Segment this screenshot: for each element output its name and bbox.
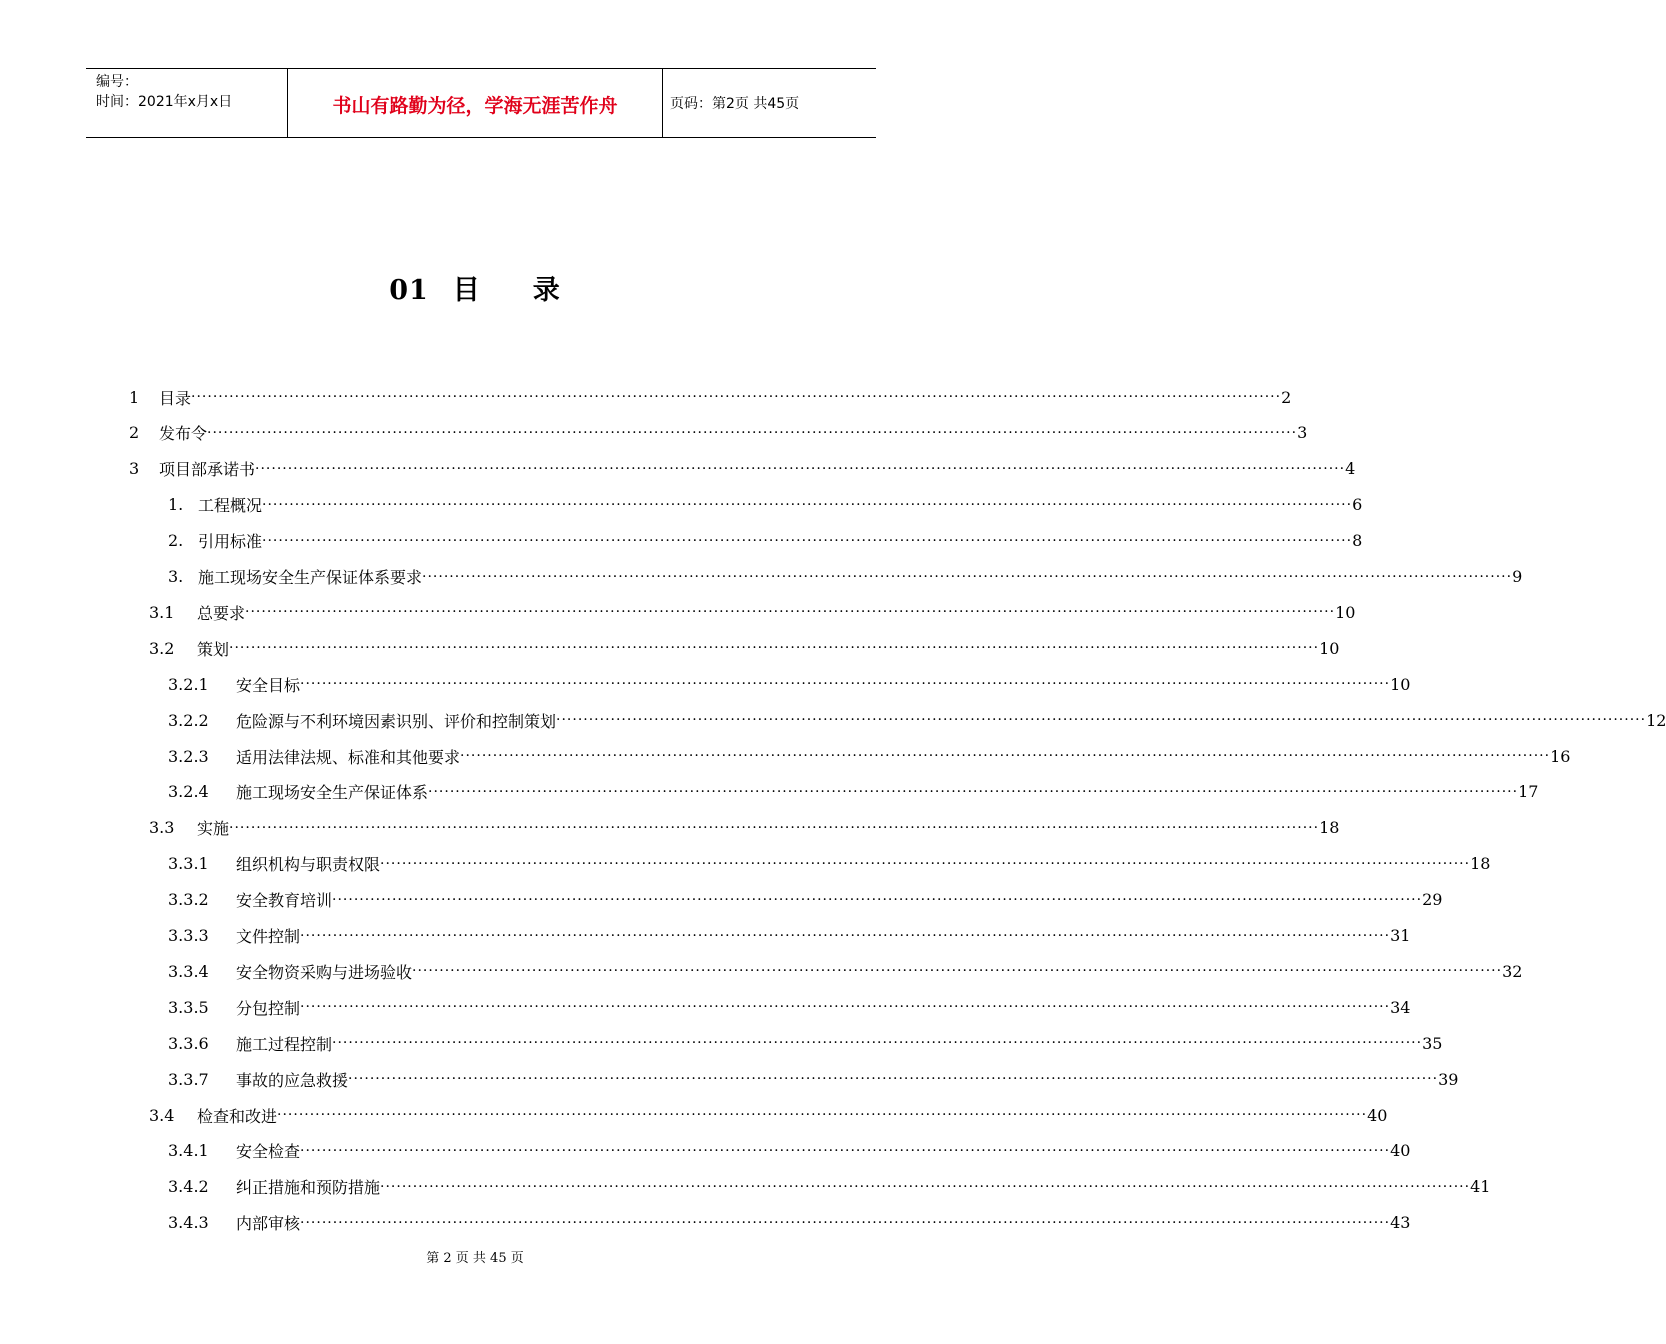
toc-entry-title: 策划 — [197, 639, 230, 659]
toc-entry-number: 3.4.1 — [168, 1141, 209, 1161]
toc-dot-leader: ········································································································································································································ — [460, 748, 1551, 764]
toc-entry-number: 3.4 — [149, 1105, 175, 1125]
toc-entry-page: 41 — [1470, 1177, 1491, 1197]
toc-entry-title: 文件控制 — [236, 927, 301, 946]
toc-entry-number: 3.3.1 — [168, 854, 209, 874]
toc-entry-page: 9 — [1512, 567, 1523, 586]
toc-dot-leader: ········································································································································································································ — [245, 604, 1336, 621]
toc-entry[interactable] — [149, 636, 1340, 660]
toc-dot-leader: ········································································································································································································ — [348, 1071, 1439, 1088]
toc-entry-page: 17 — [1518, 782, 1539, 802]
toc-entry[interactable] — [168, 672, 1411, 696]
toc-entry-title: 组织机构与职责权限 — [236, 855, 381, 875]
toc-entry-number: 3.2.4 — [168, 782, 209, 802]
toc-entry[interactable] — [168, 852, 1491, 876]
toc-entry-title: 检查和改进 — [197, 1106, 278, 1126]
toc-entry-page: 40 — [1390, 1141, 1411, 1161]
toc-entry-page: 4 — [1345, 459, 1356, 479]
toc-dot-leader: ········································································································································································································ — [380, 1178, 1471, 1195]
toc-dot-leader: ········································································································································································································ — [191, 389, 1282, 405]
toc-dot-leader: ········································································································································································································ — [422, 568, 1513, 585]
toc-dot-leader: ········································································································································································································ — [262, 532, 1353, 549]
toc-entry[interactable] — [168, 959, 1523, 983]
toc-entry[interactable] — [149, 816, 1340, 840]
toc-entry-title: 危险源与不利环境因素识别、评价和控制策划 — [236, 711, 557, 731]
toc-entry[interactable] — [149, 600, 1356, 624]
toc-entry[interactable] — [129, 457, 1356, 481]
toc-dot-leader: ········································································································································································································ — [300, 927, 1391, 944]
toc-entry-title: 总要求 — [197, 603, 246, 623]
toc-entry-number: 3.3.5 — [168, 997, 209, 1017]
toc-entry[interactable] — [168, 565, 1523, 589]
header-right-cell — [662, 69, 876, 137]
toc-entry-page: 16 — [1550, 746, 1571, 766]
toc-entry-number: 1. — [168, 495, 184, 515]
toc-entry-number: 3. — [168, 567, 184, 586]
toc-entry-number: 3.3 — [149, 818, 175, 838]
toc-entry-title: 分包控制 — [236, 998, 301, 1018]
toc-entry-title: 实施 — [197, 819, 230, 839]
toc-entry-title: 发布令 — [159, 424, 208, 444]
toc-entry[interactable] — [129, 421, 1308, 445]
toc-dot-leader: ········································································································································································································ — [428, 783, 1519, 800]
toc-entry-title: 纠正措施和预防措施 — [236, 1178, 381, 1198]
toc-dot-leader: ········································································································································································································ — [277, 1107, 1368, 1123]
toc-entry-title: 适用法律法规、标准和其他要求 — [236, 747, 461, 767]
toc-dot-leader: ········································································································································································································ — [300, 1214, 1391, 1231]
toc-entry-number: 3.3.7 — [168, 1069, 209, 1089]
toc-entry-number: 2. — [168, 531, 184, 551]
toc-entry[interactable] — [168, 1211, 1411, 1235]
toc-dot-leader: ········································································································································································································ — [300, 999, 1391, 1016]
toc-entry-number: 3 — [129, 459, 140, 479]
toc-entry-number: 3.1 — [149, 602, 175, 622]
title-char-1: 目 — [452, 275, 481, 306]
toc-entry-number: 3.2.1 — [168, 674, 209, 694]
toc-entry-number: 3.4.3 — [168, 1213, 209, 1233]
toc-entry-page: 2 — [1281, 387, 1292, 407]
toc-entry[interactable] — [168, 1067, 1459, 1091]
toc-entry-page: 40 — [1367, 1105, 1388, 1125]
page-header — [86, 68, 876, 138]
toc-entry-title: 安全物资采购与进场验收 — [236, 962, 413, 982]
toc-dot-leader: ········································································································································································································ — [207, 424, 1298, 441]
toc-dot-leader: ········································································································································································································ — [300, 1142, 1391, 1159]
toc-entry-title: 安全检查 — [236, 1142, 301, 1162]
toc-entry-title: 引用标准 — [198, 532, 263, 552]
toc-entry-title: 内部审核 — [236, 1214, 301, 1234]
toc-entry-title: 施工现场安全生产保证体系 — [236, 783, 429, 803]
document-time-label: 时间：2021年x月x日 — [96, 94, 233, 110]
toc-entry-page: 12 — [1646, 710, 1666, 730]
toc-entry-page: 10 — [1319, 638, 1340, 658]
toc-entry[interactable] — [168, 1175, 1491, 1199]
header-left-cell — [86, 69, 287, 137]
toc-entry-page: 43 — [1390, 1213, 1411, 1233]
title-number: 01 — [389, 275, 429, 306]
toc-entry-number: 3.3.2 — [168, 890, 209, 910]
toc-entry-title: 项目部承诺书 — [159, 460, 256, 480]
page-footer: 第 2 页 共 45 页 — [426, 1251, 524, 1266]
toc-entry-number: 3.4.2 — [168, 1177, 209, 1197]
header-page-info: 页码：第2页 共45页 — [670, 96, 800, 112]
toc-entry-page: 18 — [1319, 818, 1340, 838]
toc-entry-page: 29 — [1422, 890, 1443, 910]
toc-entry-number: 3.3.3 — [168, 926, 209, 945]
toc-entry-page: 3 — [1297, 423, 1308, 443]
toc-entry-page: 10 — [1335, 602, 1356, 622]
toc-entry-number: 1 — [129, 387, 140, 407]
toc-entry-page: 34 — [1390, 997, 1411, 1017]
toc-dot-leader: ········································································································································································································ — [332, 1035, 1423, 1052]
toc-entry-title: 施工现场安全生产保证体系要求 — [198, 568, 423, 587]
toc-entry-number: 3.2.2 — [168, 710, 209, 730]
title-char-2: 录 — [532, 275, 561, 306]
toc-entry[interactable] — [149, 1103, 1388, 1127]
toc-entry[interactable] — [168, 924, 1411, 948]
toc-entry-number: 3.3.4 — [168, 961, 209, 981]
toc-entry-title: 目录 — [159, 388, 192, 408]
header-motto: 书山有路勤为径，学海无涯苦作舟 — [332, 95, 618, 117]
toc-entry-page: 39 — [1438, 1069, 1459, 1089]
header-middle-cell — [287, 69, 663, 137]
toc-entry-title: 工程概况 — [198, 496, 263, 516]
toc-dot-leader: ········································································································································································································ — [332, 891, 1423, 908]
page-title — [0, 268, 950, 307]
toc-entry[interactable] — [168, 529, 1363, 553]
toc-dot-leader: ········································································································································································································ — [300, 676, 1391, 693]
toc-entry-page: 31 — [1390, 926, 1411, 945]
toc-entry[interactable] — [168, 493, 1363, 517]
toc-entry-title: 安全目标 — [236, 675, 301, 695]
toc-entry[interactable] — [168, 780, 1539, 804]
toc-dot-leader: ········································································································································································································ — [380, 855, 1471, 872]
toc-entry-page: 10 — [1390, 674, 1411, 694]
toc-entry[interactable] — [168, 1031, 1443, 1055]
toc-entry-page: 32 — [1502, 961, 1523, 981]
toc-entry[interactable] — [129, 385, 1292, 409]
toc-dot-leader: ········································································································································································································ — [255, 460, 1346, 477]
toc-entry[interactable] — [168, 744, 1571, 768]
toc-entry-title: 施工过程控制 — [236, 1034, 333, 1054]
toc-entry-number: 2 — [129, 423, 140, 443]
toc-dot-leader: ········································································································································································································ — [412, 963, 1503, 980]
toc-entry-title: 安全教育培训 — [236, 891, 333, 911]
toc-entry-page: 8 — [1352, 531, 1363, 551]
toc-entry[interactable] — [168, 708, 1666, 732]
toc-entry-page: 6 — [1352, 495, 1363, 515]
toc-dot-leader: ········································································································································································································ — [229, 640, 1320, 657]
toc-entry-number: 3.2.3 — [168, 746, 209, 766]
toc-entry-title: 事故的应急救援 — [236, 1070, 349, 1090]
toc-entry-page: 18 — [1470, 854, 1491, 874]
toc-entry[interactable] — [168, 1139, 1411, 1163]
document-number-label: 编号： — [96, 74, 138, 90]
toc-entry-number: 3.2 — [149, 638, 175, 658]
toc-dot-leader: ········································································································································································································ — [262, 496, 1353, 513]
toc-dot-leader: ········································································································································································································ — [229, 819, 1320, 836]
toc-dot-leader: ········································································································································································································ — [556, 712, 1647, 729]
toc-entry[interactable] — [168, 888, 1443, 912]
toc-entry-number: 3.3.6 — [168, 1033, 209, 1053]
toc-entry[interactable] — [168, 995, 1411, 1019]
toc-entry-page: 35 — [1422, 1033, 1443, 1053]
